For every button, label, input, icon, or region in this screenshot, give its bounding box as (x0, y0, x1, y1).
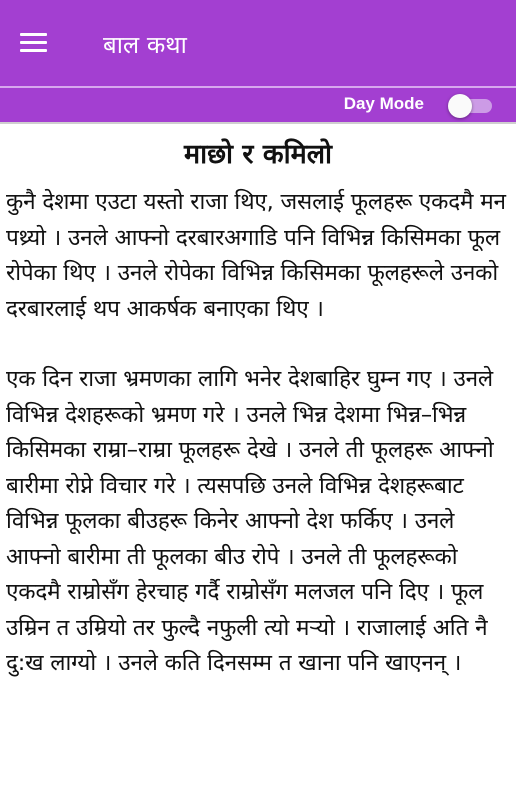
paragraph-spacer (6, 327, 510, 362)
story-paragraph-1: कुनै देशमा एउटा यस्तो राजा थिए, जसलाई फूलहरू एकदमै मन पथ्र्यो । उनले आफ्नो दरबारअगाडि पनि विभिन्न किसिमका फूल रोपेका थिए । उनले रोपेका विभिन्न किसिमका फूलहरूले उनको दरबारलाई थप आकर्षक बनाएका थिए । (6, 189, 506, 322)
app-title: बाल कथा (103, 31, 187, 59)
day-mode-toggle[interactable] (448, 93, 494, 117)
story-title: माछो र कमिलो (183, 139, 333, 170)
story-paragraph-2: एक दिन राजा भ्रमणका लागि भनेर देशबाहिर घुम्न गए । उनले विभिन्न देशहरूको भ्रमण गरे । उनले भिन्न देशमा भिन्न–भिन्न किसिमका राम्रा–राम्रा फूलहरू देखे । उनले ती फूलहरू आफ्नो बारीमा रोप्ने विचार गरे । त्यसपछि उनले विभिन्न देशहरूबाट विभिन्न फूलका बीउहरू किनेर आफ्नो देश फर्किए । उनले आफ्नो बारीमा ती फूलका बीउ रोपे । उनले ती फूलहरूको एकदमै राम्रोसँग हेरचाह गर्दै राम्रोसँग मलजल पनि दिए । फूल उम्रिन त उम्रियो तर फुल्दै नफुली त्यो मर्‍यो । राजालाई अति नै दु:ख लाग्यो । उनले कति दिनसम्म त खाना पनि खाएनन् । (6, 366, 494, 676)
toggle-thumb (448, 94, 472, 118)
app-bar (0, 0, 516, 86)
header-divider (0, 122, 516, 124)
mode-bar (0, 86, 516, 122)
day-mode-label: Day Mode (343, 94, 424, 113)
story-content[interactable] (0, 134, 516, 682)
menu-icon[interactable] (20, 33, 47, 53)
